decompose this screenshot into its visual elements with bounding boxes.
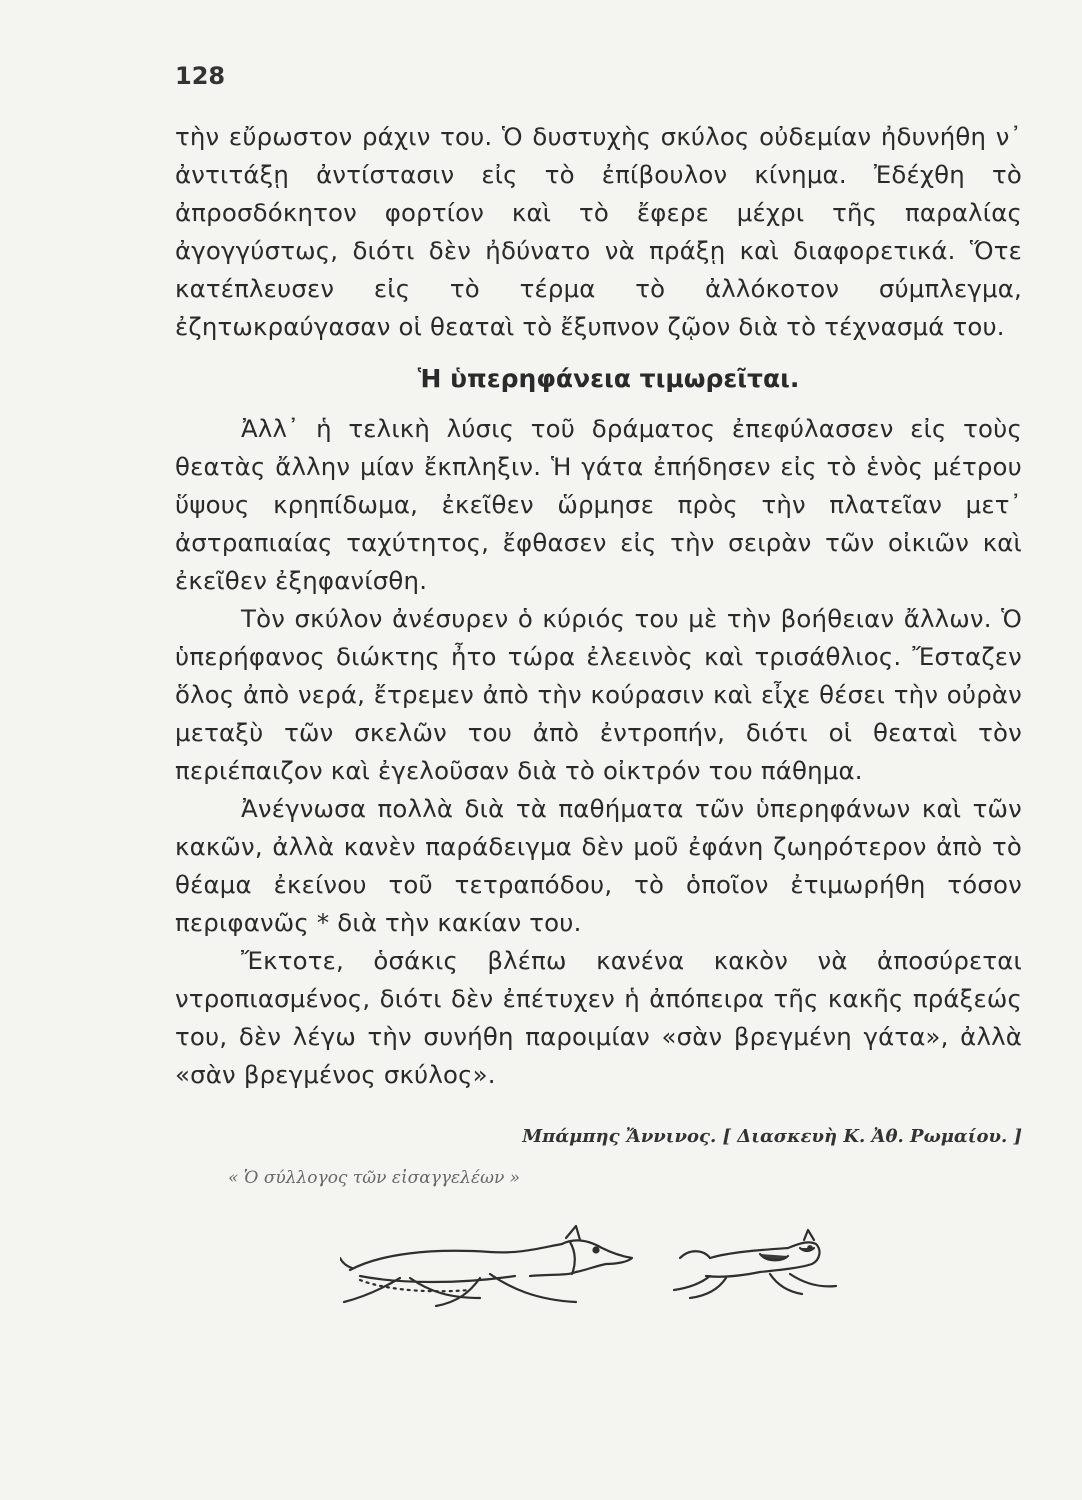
paragraph: Ἀνέγνωσα πολλὰ διὰ τὰ παθήματα τῶν ὑπερηφάνων καὶ τῶν κακῶν, ἀλλὰ κανὲν παράδειγμα δὲν μοῦ ἐφάνη ζωηρότερον ἀπὸ τὸ θέαμα ἐκείνου τοῦ τετραπόδου, τὸ ὁποῖον ἐτιμωρήθη τόσον περιφανῶς * διὰ τὴν κακίαν του. [175, 794, 1022, 937]
paragraph: Ἔκτοτε, ὁσάκις βλέπω κανένα κακὸν νὰ ἀποσύρεται ντροπιασμένος, διότι δὲν ἐπέτυχεν ἡ ἀπόπειρα τῆς κακῆς πράξεώς του, δὲν λέγω τὴν συνήθη παροιμίαν «σὰν βρεγμένη γάτα», ἀλλὰ «σὰν βρεγμένος σκύλος». [175, 946, 1022, 1089]
body-text [175, 118, 1022, 1094]
paragraph: Τὸν σκύλον ἀνέσυρεν ὁ κύριός του μὲ τὴν βοήθειαν ἄλλων. Ὁ ὑπερήφανος διώκτης ἦτο τώρα ἐλεεινὸς καὶ τρισάθλιος. Ἔσταζεν ὅλος ἀπὸ νερά, ἔτρεμεν ἀπὸ τὴν κούρασιν καὶ εἶχε θέσει τὴν οὐρὰν μεταξὺ τῶν σκελῶν του ἀπὸ ἐντροπήν, διότι οἱ θεαταὶ τὸν περιέπαιζον καὶ ἐγελοῦσαν διὰ τὸ οἰκτρόν του πάθημα. [175, 604, 1022, 785]
section-heading: Ἡ ὑπερηφάνεια τιμωρεῖται. [417, 364, 800, 393]
page-number: 128 [175, 62, 226, 90]
paragraph-continued: τὴν εὔρωστον ράχιν του. Ὁ δυστυχὴς σκύλος οὐδεμίαν ἠδυνήθη ν᾽ ἀντιτάξῃ ἀντίστασιν εἰς τὸ ἐπίβουλον κίνημα. Ἐδέχθη τὸ ἀπροσδόκητον φορτίον καὶ τὸ ἔφερε μέχρι τῆς παραλίας ἀγογγύστως, διότι δὲν ἠδύνατο νὰ πράξῃ καὶ διαφορετικά. Ὅτε κατέπλευσεν εἰς τὸ τέρμα τὸ ἀλλόκοτον σύμπλεγμα, ἐζητωκραύγασαν οἱ θεαταὶ τὸ ἔξυπνον ζῷον διὰ τὸ τέχνασμά του. [175, 122, 1022, 341]
author-attribution: Μπάμπης Ἄννινος. [ Διασκευὴ Κ. Ἀθ. Ρωμαίου. ] [522, 1126, 1022, 1147]
illustration-caption: « Ὁ σύλλογος τῶν εἰσαγγελέων » [228, 1168, 521, 1188]
dog-running-icon [340, 1226, 632, 1306]
dog-chasing-cat-illustration [340, 1218, 860, 1328]
cat-running-icon [674, 1230, 836, 1298]
paragraph: Ἀλλ᾽ ἡ τελικὴ λύσις τοῦ δράματος ἐπεφύλασσεν εἰς τοὺς θεατὰς ἄλλην μίαν ἔκπληξιν. Ἡ γάτα ἐπήδησεν εἰς τὸ ἑνὸς μέτρου ὕψους κρηπίδωμα, ἐκεῖθεν ὥρμησε πρὸς τὴν πλατεῖαν μετ᾽ ἀστραπιαίας ταχύτητος, ἔφθασεν εἰς τὴν σειρὰν τῶν οἰκιῶν καὶ ἐκεῖθεν ἐξηφανίσθη. [175, 414, 1022, 595]
